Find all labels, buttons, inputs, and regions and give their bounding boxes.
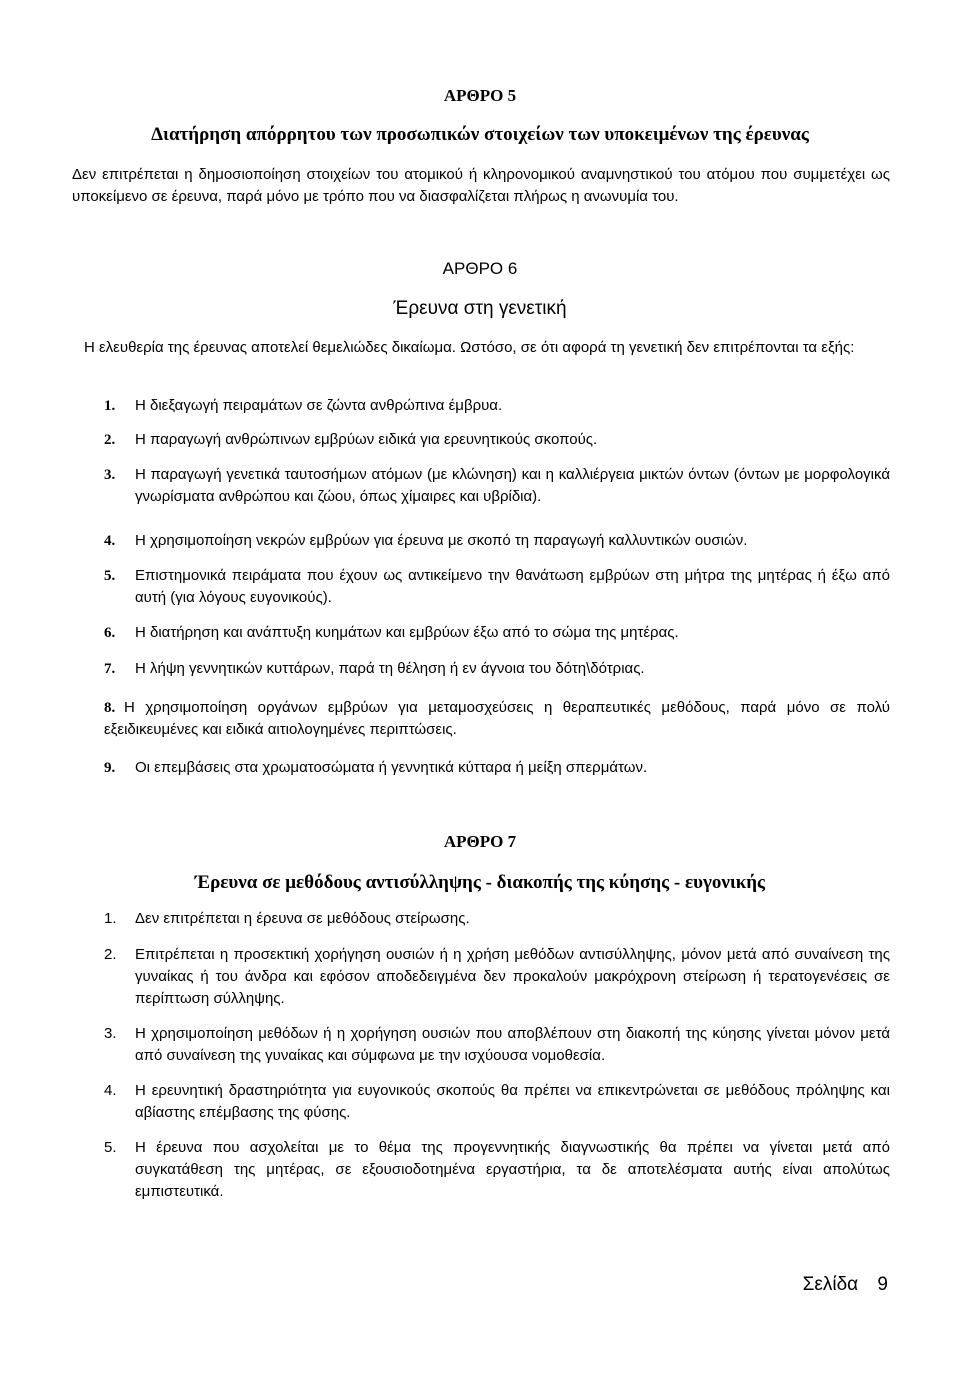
item-text: Η ερευνητική δραστηριότητα για ευγονικούς σκοπούς θα πρέπει να επικεντρώνεται σε μεθόδους πρόληψης και αβίαστης επέμβασης της φύσης. xyxy=(135,1082,890,1121)
item-number: 5. xyxy=(104,568,116,584)
item-number: 1. xyxy=(104,398,116,414)
article-6-item xyxy=(104,429,890,451)
article-6-item xyxy=(104,565,890,609)
item-text: Η παραγωγή γενετικά ταυτοσήμων ατόμων (με κλώνηση) και η καλλιέργεια μικτών όντων (όντων με μορφολογικά γνωρίσματα ανθρώπου και ζώου, όπως χίμαιρες και υβρίδια). xyxy=(135,466,890,505)
article-6-item xyxy=(104,658,890,680)
article-5-number: ΑΡΘΡΟ 5 xyxy=(443,86,517,105)
item-text: Οι επεμβάσεις στα χρωματοσώματα ή γεννητικά κύτταρα ή μείξη σπερμάτων. xyxy=(135,759,648,776)
item-text: Επιστημονικά πειράματα που έχουν ως αντικείμενο την θανάτωση εμβρύων στη μήτρα της μητέρας ή έξω από αυτή (για λόγους ευγονικούς). xyxy=(135,567,890,606)
item-number: 4. xyxy=(104,1082,117,1099)
item-text: Η χρησιμοποίηση νεκρών εμβρύων για έρευνα με σκοπό τη παραγωγή καλλυντικών ουσιών. xyxy=(135,532,748,549)
item-text: Δεν επιτρέπεται η έρευνα σε μεθόδους στείρωσης. xyxy=(135,910,470,927)
article-6-item xyxy=(104,757,890,779)
page-footer xyxy=(803,1274,888,1296)
item-number: 1. xyxy=(104,910,117,927)
item-text: Η χρησιμοποίηση οργάνων εμβρύων για μεταμοσχεύσεις η θεραπευτικές μεθόδους, παρά μόνο σε πολύ εξειδικευμένες και ειδικά αιτιολογημένες περιπτώσεις. xyxy=(104,699,890,738)
item-text: Επιτρέπεται η προσεκτική χορήγηση ουσιών ή η χρήση μεθόδων αντισύλληψης, μόνον μετά από συναίνεση της γυναίκας ή του άνδρα και εφόσον αποδεδειγμένα δεν προκαλούν μακρόχρονη στείρωση ή τερατογενέσεις σε περίπτωση σύλληψης. xyxy=(135,946,890,1007)
article-6-item xyxy=(104,697,890,741)
item-number: 7. xyxy=(104,661,116,677)
item-number: 4. xyxy=(104,533,116,549)
article-6-intro: Η ελευθερία της έρευνας αποτελεί θεμελιώδες δικαίωμα. Ωστόσο, σε ότι αφορά τη γενετική δεν επιτρέπονται τα εξής: xyxy=(84,339,855,356)
item-text: Η έρευνα που ασχολείται με το θέμα της προγεννητικής διαγνωστικής θα πρέπει να γίνεται μετά από συγκατάθεση της μητέρας, σε εξουσιοδοτημένα εργαστήρια, τα δε αποτελέσματα αυτής είναι απολύτως εμπιστευτικά. xyxy=(135,1139,890,1200)
article-7-item xyxy=(104,1023,890,1067)
item-number: 3. xyxy=(104,1025,117,1042)
article-7-number: ΑΡΘΡΟ 7 xyxy=(443,832,517,851)
article-6-item xyxy=(104,622,890,644)
article-6-title: Έρευνα στη γενετική xyxy=(393,298,567,319)
item-number: 6. xyxy=(104,625,116,641)
article-5-text: Δεν επιτρέπεται η δημοσιοποίηση στοιχείων του ατομικού ή κληρονομικού αναμνηστικού του ατόμου που συμμετέχει ως υποκείμενο σε έρευνα, παρά μόνο με τρόπο που να διασφαλίζεται πλήρως η ανωνυμία του. xyxy=(72,166,890,205)
article-7-title: Έρευνα σε μεθόδους αντισύλληψης - διακοπής της κύησης - ευγονικής xyxy=(194,872,766,893)
item-number: 8. xyxy=(104,700,116,716)
article-5-title: Διατήρηση απόρρητου των προσωπικών στοιχείων των υποκειμένων της έρευνας xyxy=(151,124,809,145)
item-number: 5. xyxy=(104,1139,117,1156)
item-text: Η διατήρηση και ανάπτυξη κυημάτων και εμβρύων έξω από το σώμα της μητέρας. xyxy=(135,624,679,641)
item-text: Η χρησιμοποίηση μεθόδων ή η χορήγηση ουσιών που αποβλέπουν στη διακοπή της κύησης γίνεται μόνον μετά από συναίνεση της γυναίκας και σύμφωνα με την ισχύουσα νομοθεσία. xyxy=(135,1025,890,1064)
article-7-item xyxy=(104,908,890,930)
item-text: Η διεξαγωγή πειραμάτων σε ζώντα ανθρώπινα έμβρυα. xyxy=(135,397,503,414)
article-6-item xyxy=(104,464,890,508)
item-number: 9. xyxy=(104,760,116,776)
article-6-number: ΑΡΘΡΟ 6 xyxy=(442,259,518,278)
item-number: 3. xyxy=(104,467,116,483)
article-7-item xyxy=(104,1080,890,1124)
article-7-item xyxy=(104,1137,890,1203)
page-number: 9 xyxy=(877,1274,888,1295)
item-number: 2. xyxy=(104,432,116,448)
item-text: Η παραγωγή ανθρώπινων εμβρύων ειδικά για ερευνητικούς σκοπούς. xyxy=(135,431,598,448)
article-7-item xyxy=(104,944,890,1010)
page-label: Σελίδα xyxy=(802,1274,859,1295)
item-number: 2. xyxy=(104,946,117,963)
item-text: Η λήψη γεννητικών κυττάρων, παρά τη θέληση ή εν άγνοια του δότη\δότριας. xyxy=(135,660,645,677)
article-6-item xyxy=(104,530,890,552)
article-6-item xyxy=(104,395,890,417)
